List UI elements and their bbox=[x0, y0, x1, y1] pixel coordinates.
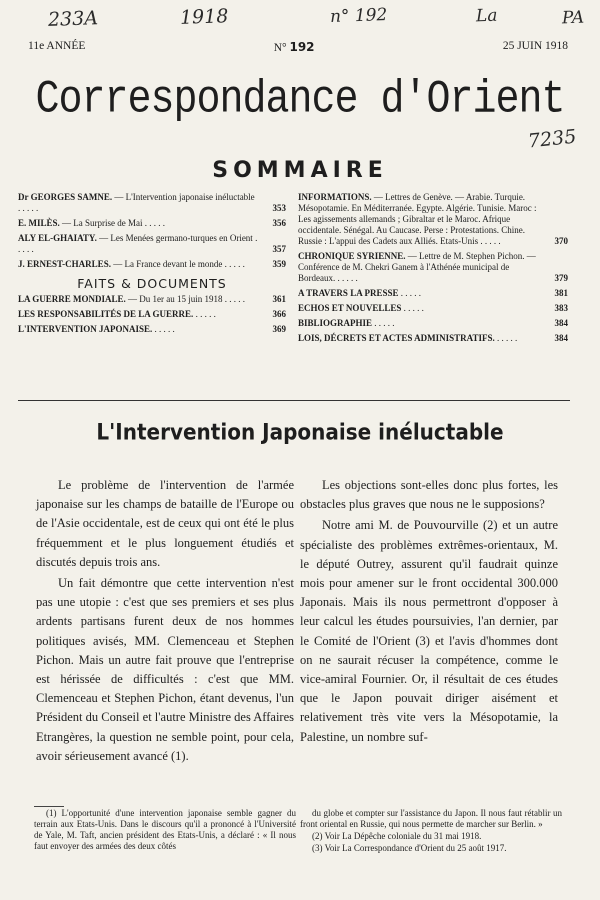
article-paragraph: Le problème de l'intervention de l'armée japonaise sur les champs de bataille de l'Europe ou de l'Asie occidentale, est de ceux qui ont été le plus fréquemment et le plus longuement étudiés et discutés depuis trois ans. bbox=[36, 478, 294, 569]
article-column-right bbox=[300, 476, 558, 749]
toc-entry bbox=[298, 318, 568, 329]
handwritten-mark: 7235 bbox=[526, 125, 578, 153]
publication-title: Correspondance d'Orient bbox=[35, 74, 565, 127]
toc-entry-page: 381 bbox=[554, 288, 568, 298]
toc-entry bbox=[18, 309, 286, 320]
toc-entry-text bbox=[298, 318, 544, 329]
toc-entry-title: INFORMATIONS. bbox=[298, 192, 372, 202]
issue-number-prefix: N° bbox=[273, 42, 287, 54]
toc-entry-title: J. ERNEST-CHARLES. bbox=[18, 259, 111, 269]
handwritten-mark: La bbox=[475, 5, 498, 27]
toc-leader-dots: . . . . . bbox=[18, 233, 258, 254]
footnotes-left bbox=[34, 808, 296, 853]
issue-header bbox=[28, 40, 568, 54]
toc-entry bbox=[298, 192, 568, 247]
footnote: (2) Voir La Dépêche coloniale du 31 mai 1918. bbox=[312, 831, 482, 841]
toc-entry-text bbox=[18, 259, 262, 270]
toc-entry-text bbox=[18, 324, 262, 335]
handwritten-mark: PA bbox=[561, 7, 585, 29]
toc-leader-dots: . . . . . bbox=[398, 288, 421, 298]
handwritten-mark: n° 192 bbox=[329, 5, 388, 27]
toc-leader-dots: . . . . . bbox=[142, 218, 165, 228]
toc-entry-text bbox=[298, 303, 544, 314]
toc-entry-page: 379 bbox=[554, 273, 568, 283]
toc-entry bbox=[298, 333, 568, 344]
toc-entry-description: — La France devant le monde bbox=[110, 259, 223, 269]
toc-entry-page: 369 bbox=[272, 324, 286, 334]
toc-leader-dots: . . . . . bbox=[222, 294, 246, 304]
footnote: du globe et compter sur l'assistance du Japon. Il nous faut rétablir un front oriental en Russie, qui nous permette de marcher sur Berlin. » bbox=[300, 808, 562, 829]
issue-number bbox=[274, 40, 315, 54]
toc-entry bbox=[298, 251, 568, 284]
toc-entry bbox=[18, 259, 286, 270]
toc-entry bbox=[18, 324, 286, 335]
article-paragraph: Les objections sont-elles donc plus fortes, les obstacles plus graves que nous ne le supposions? bbox=[300, 478, 558, 512]
toc-entry-title: E. MILÈS. bbox=[18, 218, 60, 228]
toc-left-list bbox=[18, 192, 286, 270]
toc-entry bbox=[18, 192, 286, 214]
toc-leader-dots: . . . . . bbox=[18, 203, 39, 213]
toc-entry-page: 353 bbox=[272, 203, 286, 213]
issue-date: 25 JUIN 1918 bbox=[502, 40, 568, 52]
toc-leader-dots: . . . . . bbox=[222, 259, 245, 269]
toc-right-list bbox=[298, 192, 568, 344]
toc-entry-title: CHRONIQUE SYRIENNE. bbox=[298, 251, 406, 261]
toc-entry-description: — Du 1er au 15 juin 1918 bbox=[125, 294, 223, 304]
toc-entry bbox=[18, 294, 286, 305]
toc-entry-text bbox=[18, 294, 262, 305]
toc-faits-list bbox=[18, 294, 286, 335]
toc-entry-text bbox=[18, 218, 262, 229]
toc-entry-text bbox=[298, 251, 544, 284]
footnote: (1) L'opportunité d'une intervention japonaise semble gagner du terrain aux Etats-Unis. Dans le discours qu'il a prononcé à l'Université de Yale, M. Taft, ancien président des Etats-Unis, a déclaré : « Il nous faut envoyer des armées des deux côtés bbox=[34, 808, 296, 851]
toc-entry-title: ECHOS ET NOUVELLES bbox=[298, 303, 402, 313]
toc-entry bbox=[18, 233, 286, 255]
handwritten-mark: 1918 bbox=[179, 5, 229, 29]
toc-entry-description: — La Surprise de Mai bbox=[59, 218, 143, 228]
toc-entry-description: — Lettre de M. Stephen Pichon. — Conférence de M. Chekri Ganem à l'Athénée municipal de Bordeaux. bbox=[298, 251, 536, 283]
sommaire-heading: SOMMAIRE bbox=[212, 158, 388, 183]
toc-entry-text bbox=[18, 309, 262, 320]
toc-entry-text bbox=[18, 192, 262, 214]
toc-entry-page: 361 bbox=[272, 294, 286, 304]
toc-leader-dots: . . . . . bbox=[335, 273, 358, 283]
toc-entry-page: 383 bbox=[554, 303, 568, 313]
toc-entry-description: — Lettres de Genève. — Arabie. Turquie. Mésopotamie. En Méditerranée. Egypte. Algérie. Tunisie. Maroc : Les agissements allemands ; Gibraltar et le Maroc. Afrique occidentale. Sénégal. Au Caucase. Perse : Protestations. Chine. Russie : L'appui des Cadets aux Alliés. Etats-Unis bbox=[298, 192, 537, 246]
toc-entry-description: — L'Intervention japonaise inéluctable bbox=[112, 192, 255, 202]
toc-leader-dots: . . . . . bbox=[401, 303, 424, 313]
toc-leader-dots: . . . . . bbox=[152, 324, 175, 334]
toc-entry-title: LES RESPONSABILITÉS DE LA GUERRE. bbox=[18, 309, 194, 319]
handwritten-mark: 233A bbox=[47, 7, 99, 31]
footnotes-right bbox=[300, 808, 562, 855]
toc-entry-page: 370 bbox=[554, 236, 568, 246]
toc-leader-dots: . . . . . bbox=[372, 318, 395, 328]
toc-entry-title: LOIS, DÉCRETS ET ACTES ADMINISTRATIFS. bbox=[298, 333, 495, 343]
article-title: L'Intervention Japonaise inéluctable bbox=[96, 418, 504, 446]
toc-left-column bbox=[18, 192, 286, 339]
issue-year: 11e ANNÉE bbox=[28, 40, 86, 52]
toc-entry-text bbox=[298, 192, 544, 247]
toc-entry-title: LA GUERRE MONDIALE. bbox=[18, 294, 126, 304]
toc-leader-dots: . . . . . bbox=[193, 309, 216, 319]
toc-entry-text bbox=[298, 288, 544, 299]
toc-entry-page: 384 bbox=[554, 318, 568, 328]
toc-entry-description: — Les Menées germano-turques en Orient bbox=[96, 233, 253, 243]
toc-entry bbox=[298, 288, 568, 299]
toc-right-column bbox=[298, 192, 568, 348]
article-paragraph: Notre ami M. de Pouvourville (2) et un autre spécialiste des problèmes extrêmes-orientaux, M. le député Outrey, assurent qu'il faudrait quinze mois pour amener sur le front occidental 300.000 Japonais. Mais ils nous permettront d'opposer à leur calcul les études poursuivies, l'an dernier, par le Comité de l'Orient (3) et l'avis d'hommes dont on ne saurait récuser la compétence, comme le vice-amiral Fournier. Or, il résultait de ces études que le Japon pouvait diriger aisément et relativement très vite vers la Mésopotamie, la Palestine, un nombre suf- bbox=[300, 518, 558, 744]
issue-number-value: 192 bbox=[289, 40, 315, 54]
toc-leader-dots: . . . . . bbox=[478, 236, 501, 246]
toc-entry-page: 366 bbox=[272, 309, 286, 319]
footnote-separator bbox=[34, 806, 64, 807]
toc-entry-page: 357 bbox=[272, 244, 286, 254]
faits-documents-heading: FAITS & DOCUMENTS bbox=[77, 276, 227, 291]
toc-entry bbox=[18, 218, 286, 229]
toc-entry bbox=[298, 303, 568, 314]
article-paragraph: Un fait démontre que cette intervention n'est pas une utopie : c'est que ses premiers et ses plus ardents partisans furent deux de nos hommes politiques avisés, MM. Clemenceau et Stephen Pichon. Mais un autre fait prouve que l'entreprise est hérissée de difficultés : c'est que MM. Clemenceau et Stephen Pichon, étant devenus, l'un Président du Conseil et l'autre Ministre des Affaires Etrangères, la question ne semble point, pour cela, avoir sérieusement avancé (1). bbox=[36, 576, 294, 763]
toc-entry-text bbox=[18, 233, 262, 255]
toc-entry-text bbox=[298, 333, 544, 344]
toc-entry-title: A TRAVERS LA PRESSE bbox=[298, 288, 399, 298]
toc-entry-title: ALY EL-GHAIATY. bbox=[18, 233, 97, 243]
toc-leader-dots: . . . . . bbox=[494, 333, 518, 343]
section-divider bbox=[18, 400, 570, 401]
toc-entry-page: 356 bbox=[272, 218, 286, 228]
article-column-left bbox=[36, 476, 294, 768]
footnote: (3) Voir La Correspondance d'Orient du 25 août 1917. bbox=[312, 843, 507, 853]
toc-entry-title: BIBLIOGRAPHIE bbox=[298, 318, 373, 328]
toc-entry-title: L'INTERVENTION JAPONAISE. bbox=[18, 324, 153, 334]
toc-entry-title: Dr GEORGES SAMNE. bbox=[18, 192, 113, 202]
toc-entry-page: 384 bbox=[554, 333, 568, 343]
toc-entry-page: 359 bbox=[272, 259, 286, 269]
